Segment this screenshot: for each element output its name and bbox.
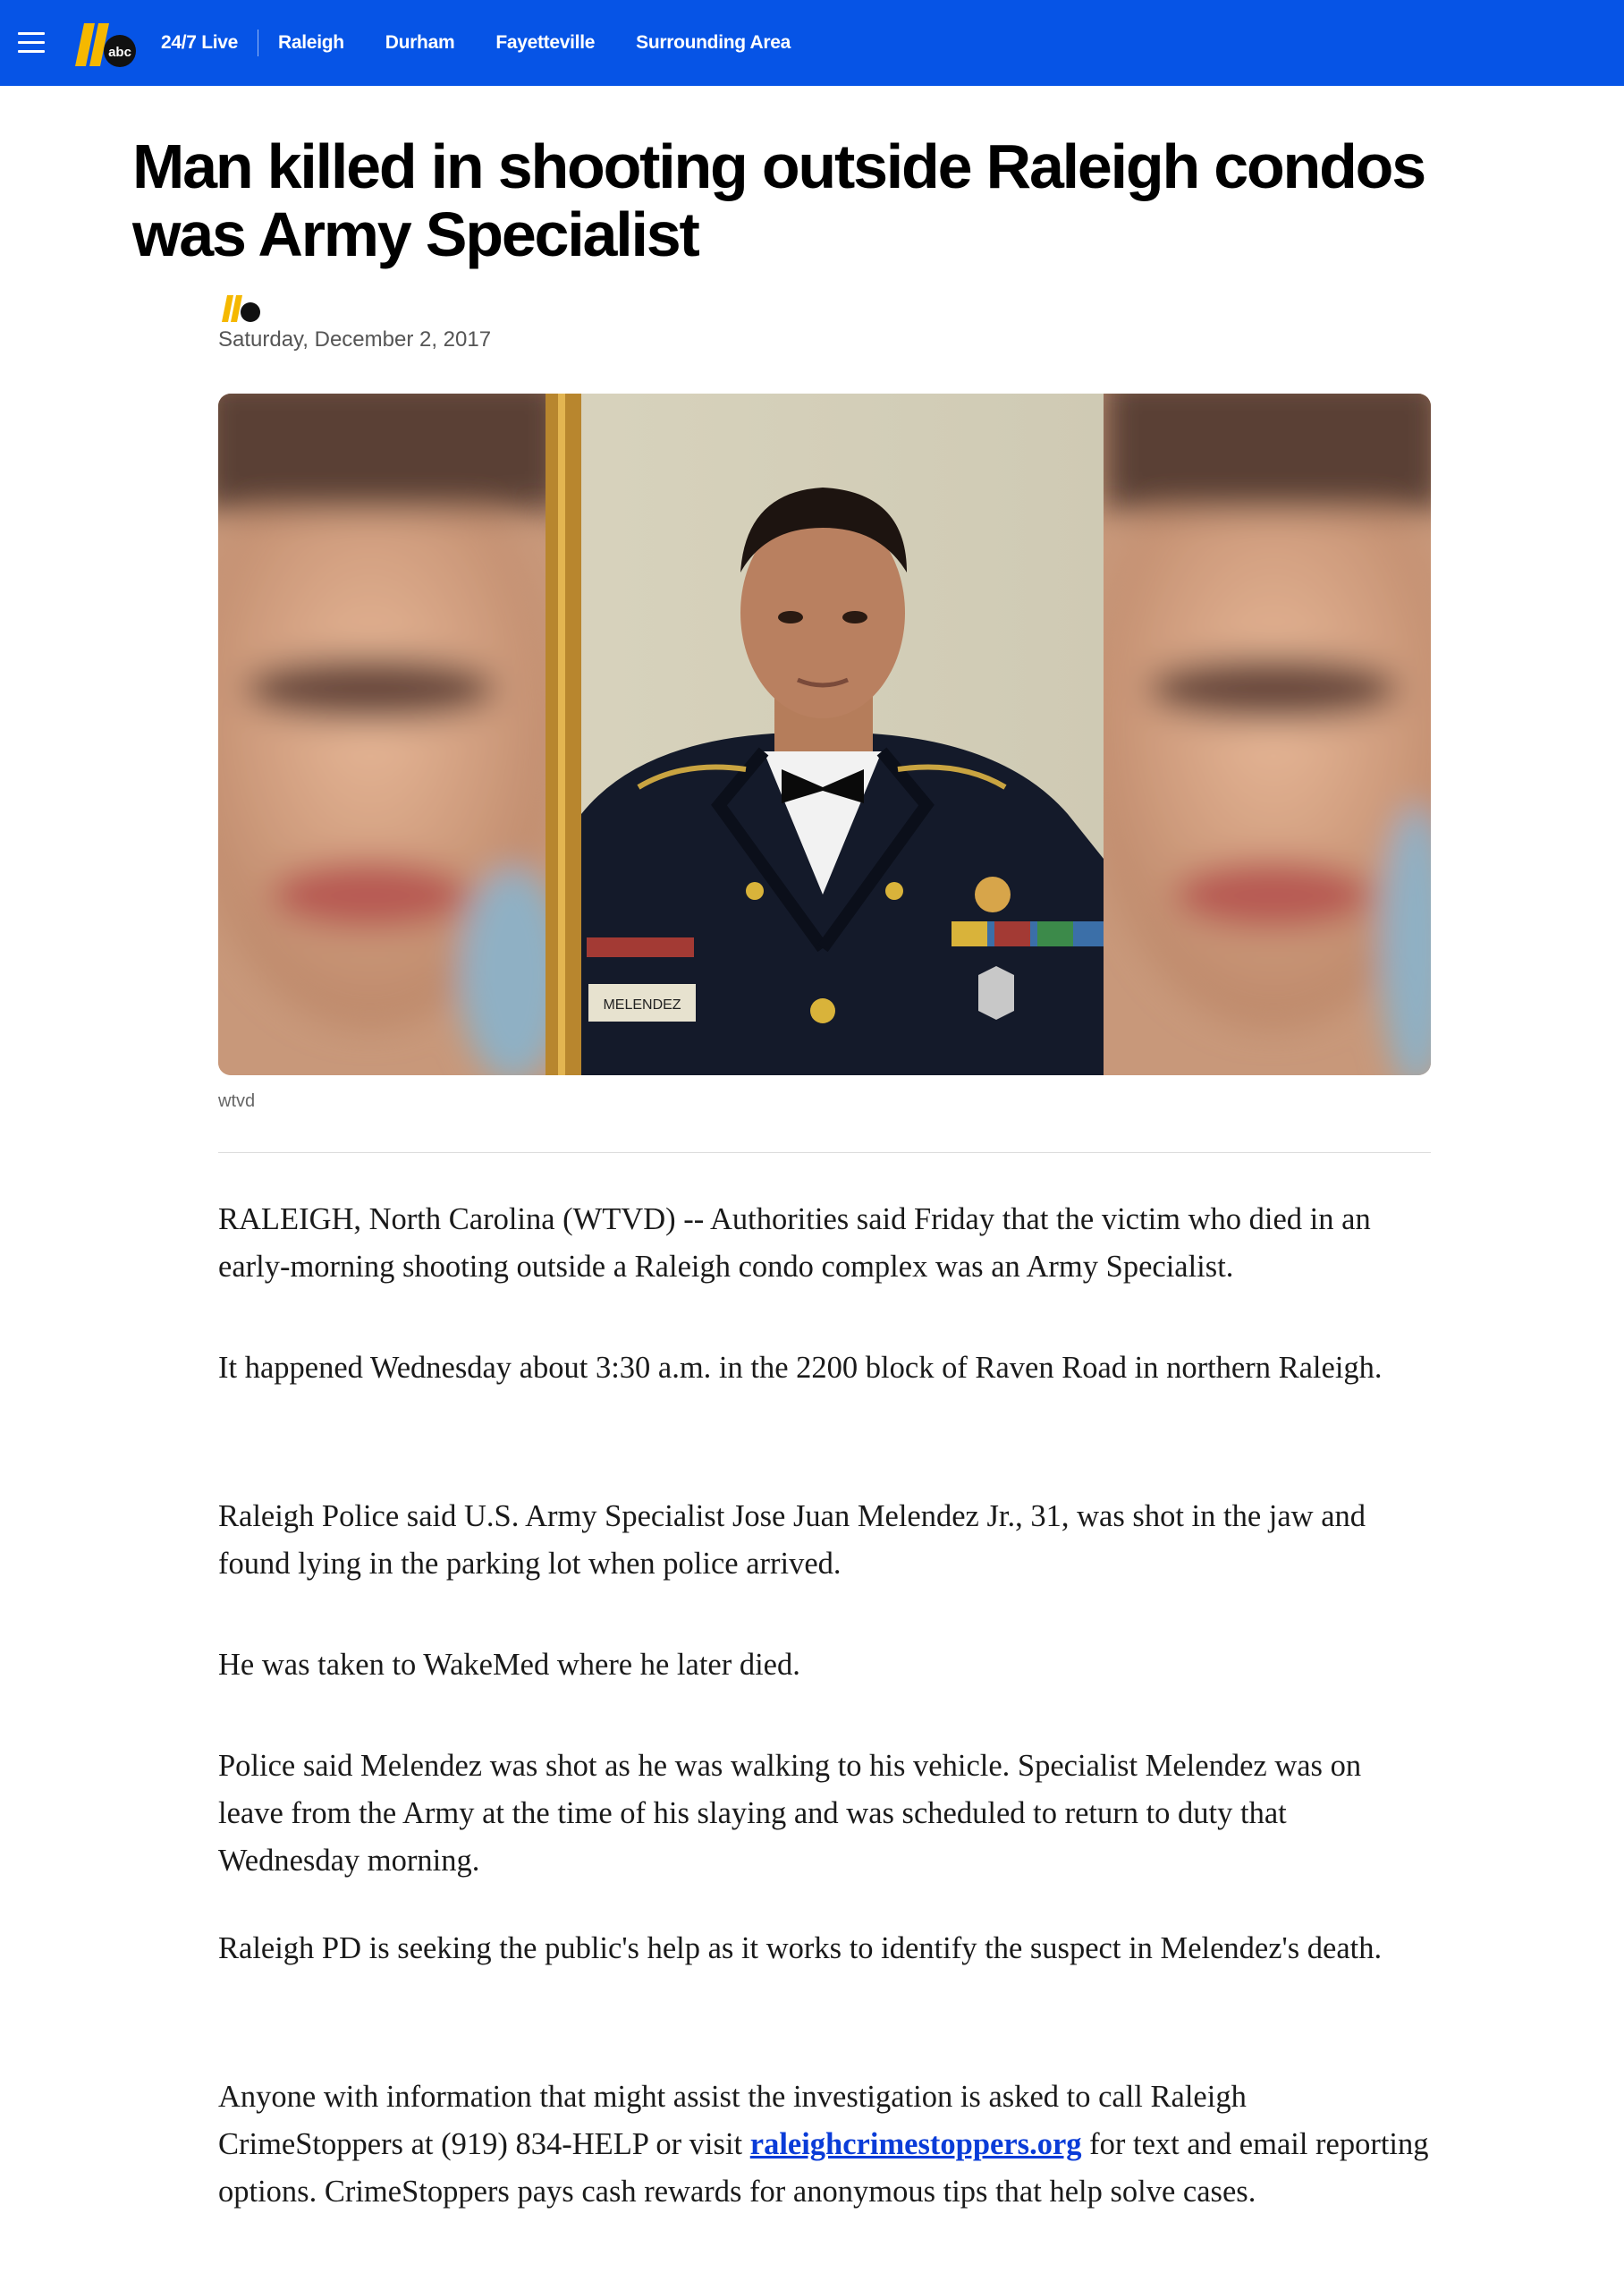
lead-photo xyxy=(218,394,1431,1075)
article-headline: Man killed in shooting outside Raleigh condos was Army Specialist xyxy=(132,131,1425,269)
byline-abc11-logo xyxy=(218,293,261,324)
logo-text: abc xyxy=(108,45,131,60)
name-tag: MELENDEZ xyxy=(603,997,681,1013)
publish-date: Saturday, December 2, 2017 xyxy=(218,327,492,352)
nav-item-raleigh[interactable]: Raleigh xyxy=(278,32,344,53)
nav-item-live[interactable]: 24/7 Live xyxy=(161,32,239,53)
article-paragraph: Police said Melendez was shot as he was walking to his vehicle. Specialist Melendez was on leave from the Army at the time of his slaying and was scheduled to return to duty that Wednesday morning. xyxy=(218,1749,1362,1878)
abc11-logo[interactable] xyxy=(68,20,138,70)
article-paragraph: It happened Wednesday about 3:30 a.m. in the 2200 block of Raven Road in northern Raleigh. xyxy=(218,1351,1383,1385)
nav-item-surrounding-area[interactable]: Surrounding Area xyxy=(636,32,791,53)
contact-text-before: Anyone with information that might assist the investigation is asked to call Raleigh CrimeStoppers at (919) 834-HELP or visit xyxy=(218,2080,1247,2161)
menu-icon[interactable] xyxy=(18,32,45,54)
article-paragraph-contact xyxy=(218,2074,1431,2216)
blurred-photo-right xyxy=(1086,394,1431,1075)
nav-item-durham[interactable]: Durham xyxy=(385,32,455,53)
article-paragraph: He was taken to WakeMed where he later died. xyxy=(218,1648,800,1682)
contact-text-after: for text and email reporting options. CrimeStoppers pays cash rewards for anonymous tips that help solve cases. xyxy=(218,2127,1429,2209)
article-paragraph: Raleigh Police said U.S. Army Specialist Jose Juan Melendez Jr., 31, was shot in the jaw and found lying in the parking lot when police arrived. xyxy=(218,1499,1366,1581)
content-divider xyxy=(218,1152,1431,1153)
nav-item-fayetteville[interactable]: Fayetteville xyxy=(495,32,596,53)
photo-credit: wtvd xyxy=(218,1091,256,1111)
blurred-photo-left xyxy=(218,394,567,1075)
soldier-portrait xyxy=(546,394,1104,1075)
crimestoppers-link[interactable]: raleighcrimestoppers.org xyxy=(749,2127,1082,2161)
article-paragraph: RALEIGH, North Carolina (WTVD) -- Authorities said Friday that the victim who died in an early-morning shooting outside a Raleigh condo complex was an Army Specialist. xyxy=(218,1202,1371,1284)
section-nav xyxy=(161,0,832,86)
top-nav-bar xyxy=(0,0,1624,86)
article-paragraph: Raleigh PD is seeking the public's help as it works to identify the suspect in Melendez's death. xyxy=(218,1931,1383,1965)
